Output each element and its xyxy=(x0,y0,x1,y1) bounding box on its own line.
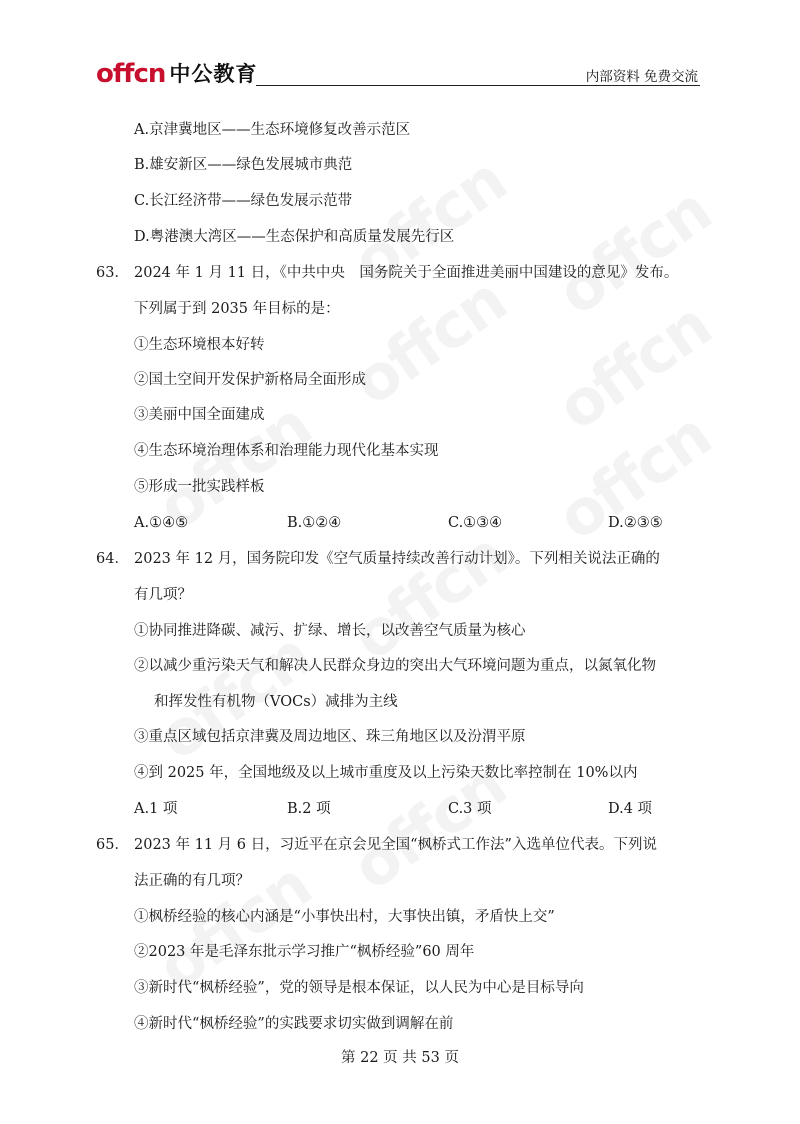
q65-item: ①枫桥经验的核心内涵是“小事快出村，大事快出镇，矛盾快上交” xyxy=(134,909,555,925)
q63-option-a: A.①④⑤ xyxy=(134,515,189,531)
q63-item: ③美丽中国全面建成 xyxy=(134,407,265,423)
q65-item: ④新时代“枫桥经验”的实践要求切实做到调解在前 xyxy=(134,1016,454,1032)
q64-option-a: A.1 项 xyxy=(134,801,178,817)
q65-stem: 2023 年 11 月 6 日，习近平在京会见全国“枫桥式工作法”入选单位代表。下列说 xyxy=(134,837,657,853)
q63-item: ①生态环境根本好转 xyxy=(134,337,265,353)
q65-item: ②2023 年是毛泽东批示学习推广“枫桥经验”60 周年 xyxy=(134,944,475,960)
q64-item: ②以减少重污染天气和解决人民群众身边的突出大气环境问题为重点，以氮氧化物 xyxy=(134,658,656,674)
q63-option-b: B.①②④ xyxy=(287,515,342,531)
q62-option-a: A.京津冀地区——生态环境修复改善示范区 xyxy=(134,122,411,138)
q62-option-b: B.雄安新区——绿色发展城市典范 xyxy=(134,157,353,173)
q63-item: ④生态环境治理体系和治理能力现代化基本实现 xyxy=(134,443,439,459)
q64-stem: 2023 年 12 月，国务院印发《空气质量持续改善行动计划》。下列相关说法正确的 xyxy=(134,551,660,567)
q64-stem: 有几项？ xyxy=(134,587,192,603)
q62-option-d: D.粤港澳大湾区——生态保护和高质量发展先行区 xyxy=(134,229,455,245)
q64-number: 64． xyxy=(96,551,129,567)
q63-stem: 下列属于到 2035 年目标的是： xyxy=(134,301,340,317)
q64-item: 和挥发性有机物（VOCs）减排为主线 xyxy=(154,694,398,710)
page-footer: 第 22 页 共 53 页 xyxy=(341,1050,459,1066)
q63-stem: 2024 年 1 月 11 日，《中共中央 国务院关于全面推进美丽中国建设的意见》发布。 xyxy=(134,265,679,281)
header-right-text: 内部资料 免费交流 xyxy=(585,69,698,85)
q63-item: ⑤形成一批实践样板 xyxy=(134,479,265,495)
logo-chinese-text: 中公教育 xyxy=(169,62,258,86)
q64-item: ①协同推进降碳、减污、扩绿、增长，以改善空气质量为核心 xyxy=(134,623,526,639)
logo-latin-text: offcn xyxy=(96,59,166,89)
q62-option-c: C.长江经济带——绿色发展示范带 xyxy=(134,193,353,209)
q64-option-d: D.4 项 xyxy=(608,801,653,817)
q64-option-c: C.3 项 xyxy=(448,801,492,817)
q63-option-c: C.①③④ xyxy=(448,515,503,531)
q64-item: ③重点区域包括京津冀及周边地区、珠三角地区以及汾渭平原 xyxy=(134,729,526,745)
q65-item: ③新时代“枫桥经验”，党的领导是根本保证，以人民为中心是目标导向 xyxy=(134,980,584,996)
q63-item: ②国土空间开发保护新格局全面形成 xyxy=(134,372,366,388)
q64-option-b: B.2 项 xyxy=(287,801,331,817)
q64-item: ④到 2025 年，全国地级及以上城市重度及以上污染天数比率控制在 10%以内 xyxy=(134,765,638,781)
q63-option-d: D.②③⑤ xyxy=(608,515,663,531)
q65-number: 65． xyxy=(96,837,129,853)
q65-stem: 法正确的有几项？ xyxy=(134,873,250,889)
q63-number: 63． xyxy=(96,265,129,281)
